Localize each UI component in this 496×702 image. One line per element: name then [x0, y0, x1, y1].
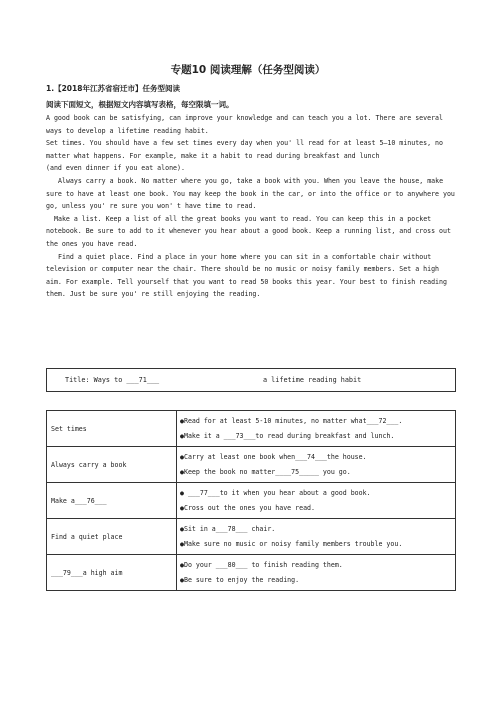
row-line: ●Be sure to enjoy the reading.: [180, 575, 300, 584]
table-row: [47, 411, 456, 447]
row-line: ●Make sure no music or noisy family members trouble you.: [180, 539, 403, 548]
row-heading: Set times: [47, 411, 177, 447]
table-title-box: [46, 368, 456, 392]
passage-paragraph: (and even dinner if you eat alone).: [46, 164, 185, 173]
row-line: ●Sit in a___78___ chair.: [180, 524, 276, 533]
passage-paragraph: Set times. You should have a few set times every day when you' ll read for at least 5—10 minutes, no matter what happens. For example, make it a habit to read during breakfast and lunch: [46, 139, 443, 160]
row-content: [177, 555, 456, 591]
blank-71: ___71___: [126, 376, 160, 384]
question-instruction: 阅读下面短文，根据短文内容填写表格，每空限填一词。: [46, 100, 234, 109]
passage-paragraph: Find a quiet place. Find a place in your home where you can sit in a comfortable chair without television or computer near the chair. There should be no music or noisy family members. Set a high aim. For example. Tell yourself that you want to read 50 books this year. Your best to finish reading them. Just be sure you' re still enjoying the reading.: [46, 252, 447, 299]
page-title: 专题10 阅读理解（任务型阅读）: [170, 64, 326, 76]
table-row: [47, 555, 456, 591]
passage-paragraph: Make a list. Keep a list of all the great books you want to read. You can keep this in a pocket notebook. Be sure to add to it whenever you hear about a good book. Keep a running list, and cross out the ones you have read.: [46, 214, 451, 248]
row-heading: Find a quiet place: [47, 519, 177, 555]
row-line: ●Carry at least one book when___74___the house.: [180, 452, 367, 461]
row-line: ●Make it a ___73___to read during breakfast and lunch.: [180, 431, 395, 440]
answer-table: [46, 410, 456, 591]
row-line: ●Read for at least 5-10 minutes, no matter what___72___.: [180, 416, 403, 425]
row-line: ● ___77___to it when you hear about a good book.: [180, 488, 371, 497]
row-content: [177, 411, 456, 447]
row-heading: Make a___76___: [47, 483, 177, 519]
table-title-text: [65, 376, 159, 384]
row-heading: ___79___a high aim: [47, 555, 177, 591]
passage-paragraph: A good book can be satisfying, can improve your knowledge and can teach you a lot. There are several ways to develop a lifetime reading habit.: [46, 114, 443, 135]
table-title-prefix: Title: Ways to: [65, 376, 127, 384]
row-content: [177, 483, 456, 519]
question-header: 1.【2018年江苏省宿迁市】任务型阅读: [46, 84, 180, 93]
row-content: [177, 519, 456, 555]
row-heading: Always carry a book: [47, 447, 177, 483]
table-title-suffix: a lifetime reading habit: [263, 376, 362, 384]
row-line: ●Do your ___80___ to finish reading them.: [180, 560, 343, 569]
table-row: [47, 447, 456, 483]
table-row: [47, 519, 456, 555]
row-line: ●Keep the book no matter____75_____ you go.: [180, 467, 351, 476]
table-row: [47, 483, 456, 519]
passage-paragraph: Always carry a book. No matter where you go, take a book with you. When you leave the house, make sure to have at least one book. You may keep the book in the car, or into the office or to anywhere you go, unless you' re sure you won' t have time to read.: [46, 176, 455, 211]
row-line: ●Cross out the ones you have read.: [180, 503, 315, 512]
reading-passage: [46, 112, 456, 301]
row-content: [177, 447, 456, 483]
